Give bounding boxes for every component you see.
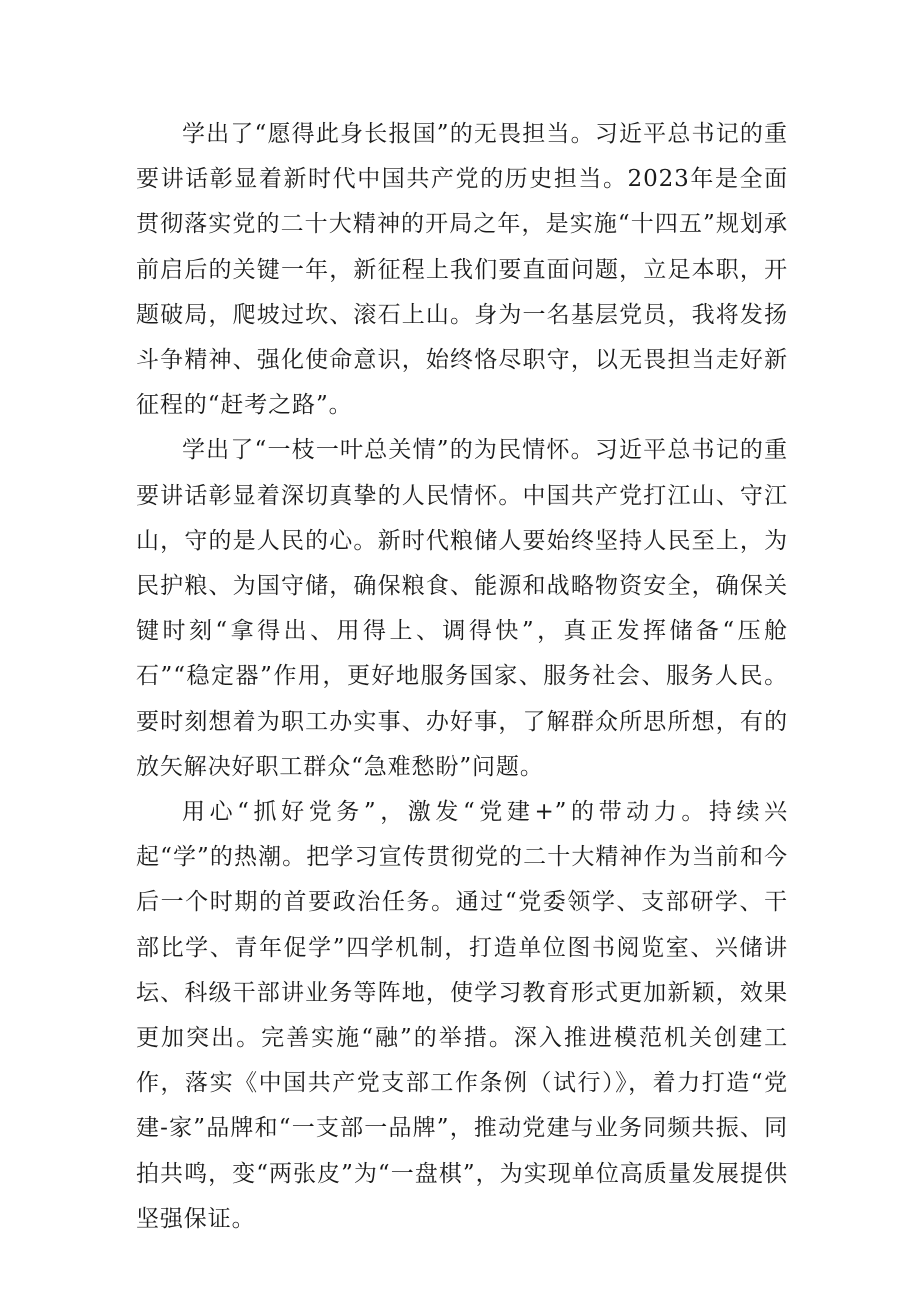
paragraph-3: 用心“抓好党务”，激发“党建+”的带动力。持续兴起“学”的热潮。把学习宣传贯彻党的二十大精神作为当前和今后一个时期的首要政治任务。通过“党委领学、支部研学、干部比学、青年促学”四学机制，打造单位图书阅览室、兴储讲坛、科级干部讲业务等阵地，使学习教育形式更加新颖，效果更加突出。完善实施“融”的举措。深入推进模范机关创建工作，落实《中国共产党支部工作条例（试行）》，着力打造“党建-家”品牌和“一支部一品牌”，推动党建与业务同频共振、同拍共鸣，变“两张皮”为“一盘棋”，为实现单位高质量发展提供坚强保证。 [136, 799, 788, 1232]
document-body [136, 112, 788, 1242]
paragraph-2: 学出了“一枝一叶总关情”的为民情怀。习近平总书记的重要讲话彰显着深切真挚的人民情怀。中国共产党打江山、守江山，守的是人民的心。新时代粮储人要始终坚持人民至上，为民护粮、为国守储，确保粮食、能源和战略物资安全，确保关键时刻“拿得出、用得上、调得快”，真正发挥储备“压舱石”“稳定器”作用，更好地服务国家、服务社会、服务人民。要时刻想着为职工办实事、办好事，了解群众所思所想，有的放矢解决好职工群众“急难愁盼”问题。 [136, 437, 788, 780]
paragraph-1: 学出了“愿得此身长报国”的无畏担当。习近平总书记的重要讲话彰显着新时代中国共产党的历史担当。2023年是全面贯彻落实党的二十大精神的开局之年，是实施“十四五”规划承前启后的关键一年，新征程上我们要直面问题，立足本职，开题破局，爬坡过坎、滚石上山。身为一名基层党员，我将发扬斗争精神、强化使命意识，始终恪尽职守，以无畏担当走好新征程的“赶考之路”。 [136, 121, 788, 419]
